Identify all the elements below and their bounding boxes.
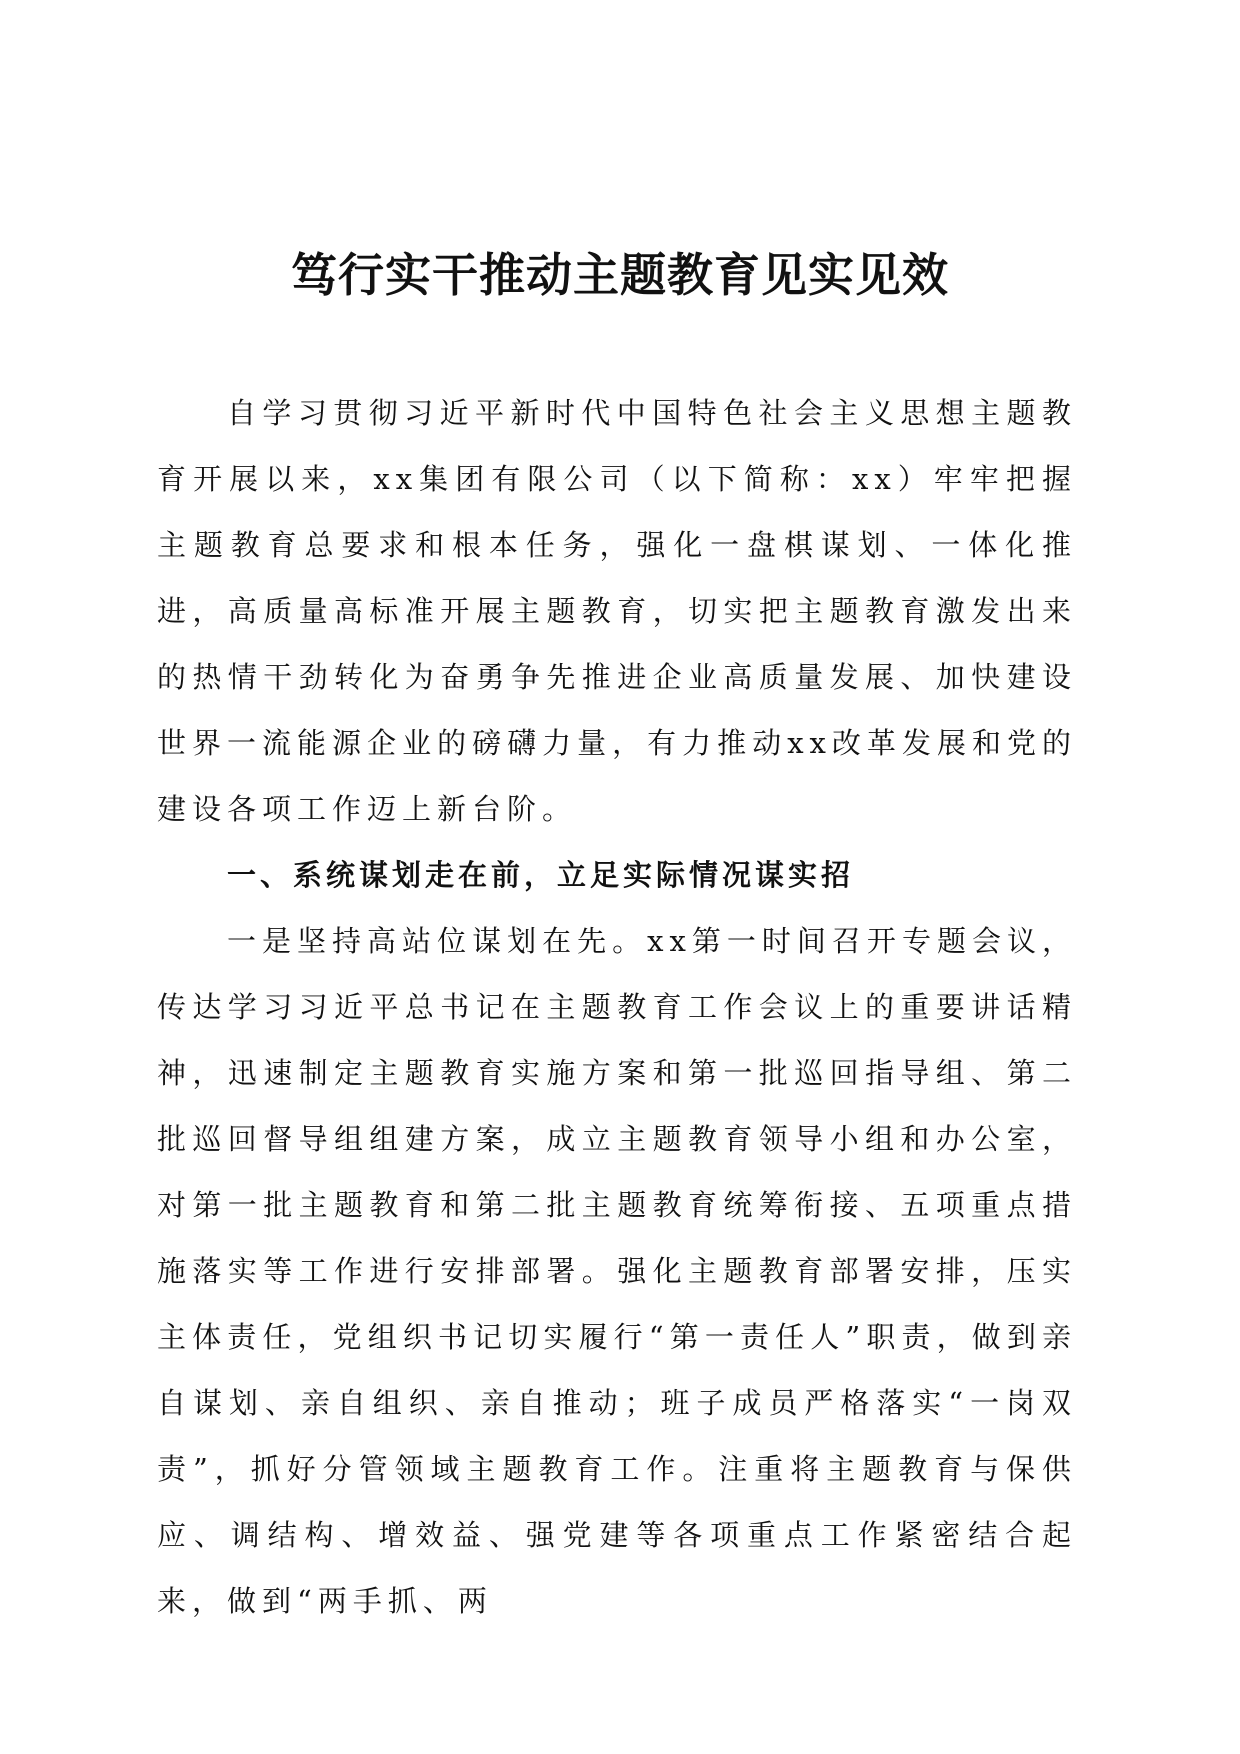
section-heading: 一、系统谋划走在前，立足实际情况谋实招: [227, 858, 855, 892]
document-title: 笃行实干推动主题教育见实见效: [291, 248, 949, 302]
intro-paragraph: 自学习贯彻习近平新时代中国特色社会主义思想主题教育开展以来，xx集团有限公司（以下简称：xx）牢牢把握主题教育总要求和根本任务，强化一盘棋谋划、一体化推进，高质量高标准开展主题教育，切实把主题教育激发出来的热情干劲转化为奋勇争先推进企业高质量发展、加快建设世界一流能源企业的磅礴力量，有力推动xx改革发展和党的建设各项工作迈上新台阶。: [157, 396, 1077, 826]
section-paragraph: 一是坚持高站位谋划在先。xx第一时间召开专题会议，传达学习习近平总书记在主题教育工作会议上的重要讲话精神，迅速制定主题教育实施方案和第一批巡回指导组、第二批巡回督导组组建方案，成立主题教育领导小组和办公室，对第一批主题教育和第二批主题教育统筹衔接、五项重点措施落实等工作进行安排部署。强化主题教育部署安排，压实主体责任，党组织书记切实履行“第一责任人”职责，做到亲自谋划、亲自组织、亲自推动；班子成员严格落实“一岗双责”，抓好分管领域主题教育工作。注重将主题教育与保供应、调结构、增效益、强党建等各项重点工作紧密结合起来，做到“两手抓、两: [157, 924, 1077, 1618]
document-body: [157, 380, 1077, 1634]
